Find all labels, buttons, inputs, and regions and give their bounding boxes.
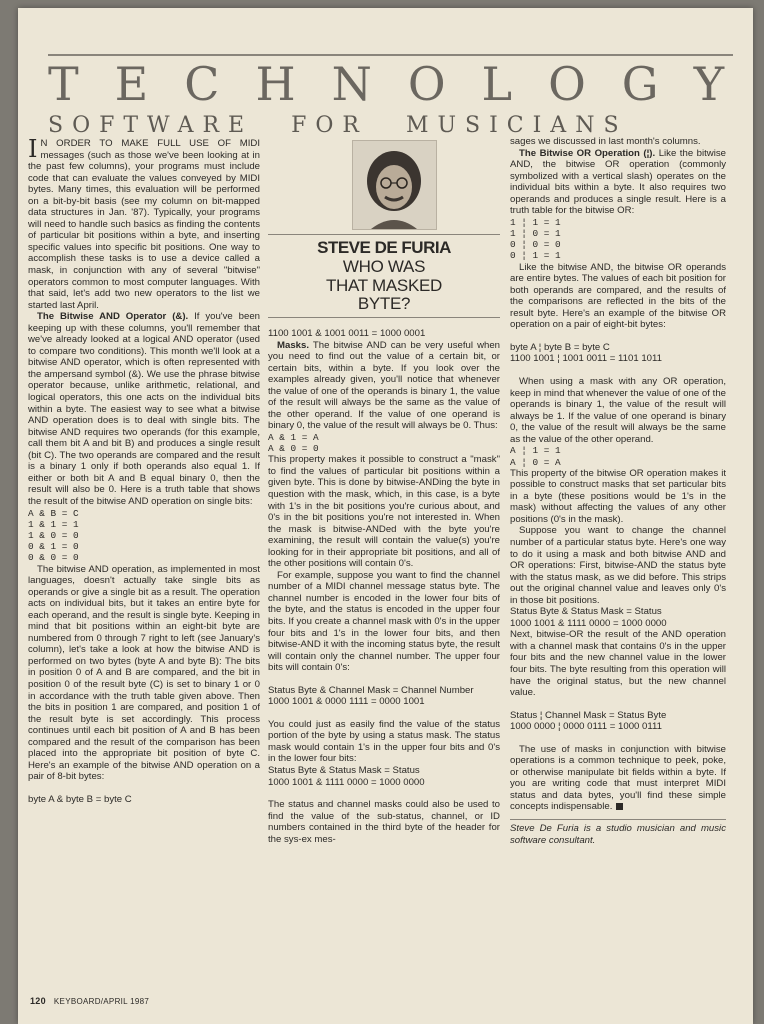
- bio-rule: [510, 819, 726, 820]
- paragraph: The Bitwise AND Operator (&). If you've been keeping up with these columns, you'll remember that we've already looked at a logical AND operator (used to compare two conditions). This month we'll look at a bitwise AND operator, which is often represented with the ampersand symbol (&). We use the phrase bitwise operator because, unlike arithmetic, relational, and logical operators, this one acts on the individual bits within a byte. The easiest way to see what a bitwise AND operation does is to deal with single bits. The bitwise AND requires two operands (for this example, call them bit A and bit B) and produces a single result (bit C). The two operands are compared and the result is a binary 1 only if both operands also equal 1. If either or both bit A and B equal binary 0, then the result will also be 0. Here is a truth table that shows the result of the bitwise AND operation on single bits:: [28, 311, 260, 507]
- paragraph: Suppose you want to change the channel number of a particular status byte. Here's one way to do it using a mask and both bitwise AND and OR operations: First, bitwise-AND the status byte with the status mask, as we did before. This strips out the original channel value and leaves only 0's in those bit positions.: [510, 525, 726, 606]
- example-values: 1100 1001 ¦ 1001 0011 = 1101 1011: [510, 353, 662, 365]
- paragraph: The Bitwise OR Operation (¦). Like the bitwise AND, the bitwise OR operation (commonly symbolized with a vertical slash) operates on the individual bits within a byte. It also requires two operands and produces a single result. Here is a truth table for the bitwise OR:: [510, 147, 726, 217]
- truth-row: 0 & 0 = 0: [28, 552, 79, 564]
- truth-row: A & 0 = 0: [268, 443, 319, 455]
- truth-row: 0 & 1 = 0: [28, 541, 79, 553]
- article-column-1: [28, 138, 260, 973]
- author-photo: [352, 140, 437, 230]
- intro-paragraph: I N ORDER TO MAKE FULL USE OF MIDI messages (such as those we've been looking at in the past few columns), your programs must include code that can evaluate the values conveyed by MIDI bytes. Many times, this evaluation will be performed on a bit-by-bit basis (see my column on bit-mapped data structures in Jan. '87). Typically, your programs will need to handle such basics as finding the contents of particular bit positions within a byte, and inserting specific values into specific bit positions. One way to accomplish these tasks is to use a device called a mask, in conjunction with any of several "bitwise" operators common to most computer languages. With that said, let's add two new operators to the list we started last April.: [28, 138, 260, 311]
- truth-row: 0 ¦ 0 = 0: [510, 239, 561, 251]
- truth-row: 0 ¦ 1 = 1: [510, 250, 561, 262]
- subtitle-word: MUSICIANS: [405, 113, 628, 138]
- author-bio: Steve De Furia is a studio musician and music software consultant.: [510, 823, 726, 846]
- example-label: Status Byte & Status Mask = Status: [268, 765, 420, 776]
- mask-table-or: [510, 445, 726, 467]
- article-title-line: THAT MASKED: [325, 275, 443, 295]
- drop-cap: I: [28, 138, 38, 163]
- header-rule: [48, 54, 733, 56]
- paragraph: Like the bitwise AND, the bitwise OR operands are entire bytes. The values of each bit position for both operands are compared, and the results of the comparisons are reflected in the bits of the result byte. Here's an example of the bitwise OR operation on a pair of eight-bit bytes:: [510, 261, 726, 331]
- paragraph: The use of masks in conjunction with bitwise operations is a common technique to peek, poke, or otherwise manipulate bit fields within a byte. If you are writing code that must interpret MIDI status and data bytes, you'll find these simple concepts indispensable.: [510, 743, 726, 813]
- subhead: The Bitwise OR Operation (¦).: [519, 147, 656, 159]
- paragraph: sages we discussed in last month's columns.: [510, 136, 701, 147]
- truth-row: A ¦ 1 = 1: [510, 445, 561, 457]
- truth-row: 1 & 0 = 0: [28, 529, 79, 541]
- subhead: Masks.: [277, 339, 309, 351]
- example-label: Status Byte & Status Mask = Status: [510, 606, 662, 618]
- mask-table-and: [268, 432, 500, 454]
- paragraph: The status and channel masks could also be used to find the value of the sub-status, channel, or ID numbers contained in the third byte of the header for the sys-ex mes-: [268, 799, 500, 845]
- article-title-line: BYTE?: [357, 294, 411, 313]
- page-footer: [30, 996, 149, 1010]
- paragraph: For example, suppose you want to find the channel number of a MIDI channel message status byte. The channel number is encoded in the lower four bits of the byte, and the status is encoded in the upper four bits. If you create a channel mask with 0's in the upper four bits and 1's in the lower four bits, and then bitwise-AND it with the incoming status byte, the result will contain only the channel number. The upper four bits will contain 0's:: [268, 569, 500, 674]
- subhead: The Bitwise AND Operator (&).: [37, 311, 189, 323]
- example-label: byte A ¦ byte B = byte C: [510, 341, 610, 353]
- paragraph: Masks. The bitwise AND can be very useful when you need to find out the value of a certain bit, or certain bits, within a byte. If you look over the examples already given, you'll notice that whenever the value of one of the operands is binary 1, the value of the result will always be the same as the value of the other operand. If the value of one operand is binary 0, the value of the result will always be 0. Thus:: [268, 339, 500, 432]
- byline: [268, 234, 500, 318]
- author-name: STEVE DE FURIA: [317, 238, 451, 257]
- example-values: 1000 0000 ¦ 0000 0111 = 1000 0111: [510, 721, 662, 733]
- truth-row: A ¦ 0 = A: [510, 456, 561, 468]
- end-mark-icon: [616, 803, 623, 810]
- example-values: 1000 1001 & 1111 0000 = 1000 0000: [268, 776, 425, 788]
- truth-table-or: [510, 217, 726, 262]
- paragraph: This property of the bitwise OR operation makes it possible to construct masks that set particular bits in a byte (these positions would be 1's in the mask) without affecting the values of any other positions (0's in the mask).: [510, 467, 726, 525]
- paragraph: The bitwise AND operation, as implemented in most languages, doesn't actually take single bits as operands or give a single bit as a result. The operation acts on individual bits, but it takes an entire byte for each operand, and the result is single byte. Keeping in mind that bit positions within an eight-bit byte are numbered from 0 through 7 right to left (see January's column), let's take a look at how the bitwise AND is performed on two bytes (byte A and byte B): The bits in position 0 of A and B are compared, and the bit in position 0 of the result byte (C) is set to binary 1 or 0 in accordance with the truth table given above. Then the bits in position 1 are compared, and position 1 of the result byte is set accordingly. This process continues until each bit position of A and B has been compared and the result of the comparison has been placed into the appropriate bit position of byte C. Here's an example of the bitwise AND operation on a pair of 8-bit bytes:: [28, 563, 260, 783]
- subtitle-word: FOR: [291, 113, 368, 138]
- page-number: 120: [30, 996, 46, 1006]
- paragraph: When using a mask with any OR operation, keep in mind that whenever the value of one of the operands is binary 1, the value of the result will always be 1. If the value of one operand is binary 0, the value of the result will always be the same as the value of the other operand.: [510, 376, 726, 445]
- truth-row: 1 ¦ 0 = 1: [510, 228, 561, 240]
- truth-row: A & B = C: [28, 507, 79, 519]
- example-label: Status ¦ Channel Mask = Status Byte: [510, 709, 667, 721]
- section-title: TECHNOLOGY: [48, 57, 761, 111]
- article-column-3: [510, 136, 726, 976]
- truth-table-and: [28, 508, 260, 564]
- truth-row: 1 & 1 = 1: [28, 518, 79, 530]
- example-label: Status Byte & Channel Mask = Channel Number: [268, 684, 474, 696]
- example-label: byte A & byte B = byte C: [28, 793, 132, 805]
- portrait-image: [353, 141, 436, 229]
- article-title-line: WHO WAS: [342, 257, 426, 276]
- paragraph: You could just as easily find the value of the status portion of the byte by using a status mask. The status mask would contain 1's in the upper four bits and 0's in the lower four bits:: [268, 718, 500, 765]
- example-values: 1100 1001 & 1001 0011 = 1000 0001: [268, 328, 426, 339]
- paragraph: Next, bitwise-OR the result of the AND operation with a channel mask that contains 0's in the upper four bits and the new channel value in the lower four bits. The byte resulting from this operation will have the original status, but the new channel value.: [510, 629, 726, 699]
- example-values: 1000 1001 & 1111 0000 = 1000 0000: [510, 617, 667, 629]
- example-values: 1000 1001 & 0000 1111 = 0000 1001: [268, 696, 425, 708]
- article-column-2: [268, 328, 500, 973]
- truth-row: 1 ¦ 1 = 1: [510, 216, 561, 228]
- truth-row: A & 1 = A: [268, 431, 319, 443]
- subtitle-word: SOFTWARE: [48, 113, 254, 138]
- paragraph: This property makes it possible to construct a "mask" to find the values of particular bit positions within a given byte. This is done by bitwise-ANDing the byte in question with the mask, which, in this case, is a byte with 1's in the bit positions you're curious about, and 0's in the bit positions you're not interested in. When the mask is bitwise-ANDed with the byte you're examining, the result will contain the value(s) you're looking for in their appropriate bit positions, and all of the other positions will contain 0's.: [268, 454, 500, 570]
- publication-line: KEYBOARD/APRIL 1987: [53, 997, 150, 1006]
